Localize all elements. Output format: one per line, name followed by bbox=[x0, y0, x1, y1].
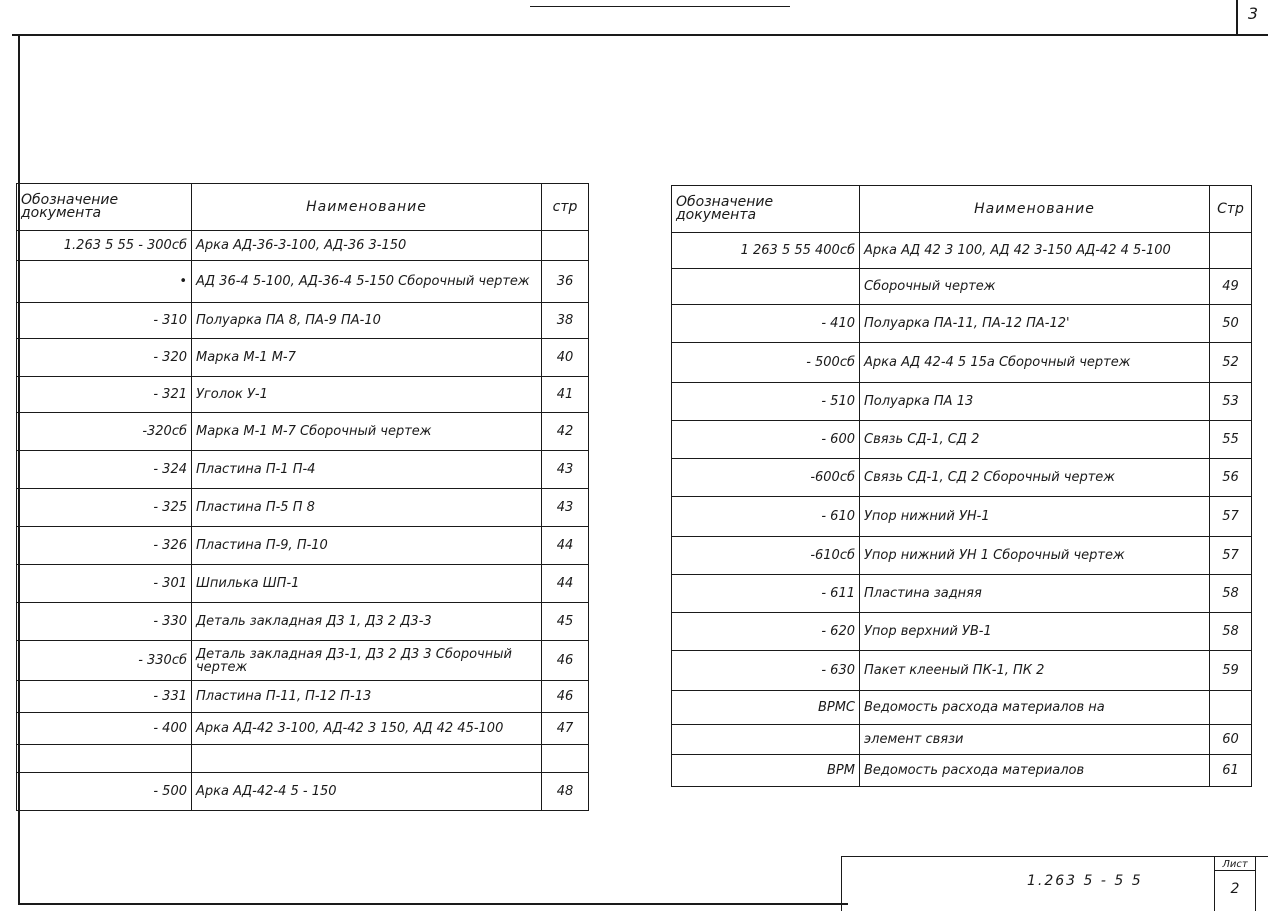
page-number: 3 bbox=[1247, 4, 1258, 23]
page-header: стр bbox=[542, 184, 589, 231]
table-row bbox=[17, 413, 589, 451]
page-cell: 58 bbox=[1210, 613, 1252, 651]
designation-cell: - 500 bbox=[17, 773, 192, 811]
designation-cell bbox=[672, 269, 860, 305]
page-cell: 57 bbox=[1210, 537, 1252, 575]
table-row bbox=[672, 691, 1252, 725]
name-cell: Упор нижний УН-1 bbox=[860, 497, 1210, 537]
table-row bbox=[17, 603, 589, 641]
designation-cell: - 324 bbox=[17, 451, 192, 489]
designation-cell: - 510 bbox=[672, 383, 860, 421]
name-cell: Шпилька ШП-1 bbox=[192, 565, 542, 603]
table-row bbox=[17, 377, 589, 413]
table-row bbox=[17, 489, 589, 527]
name-cell: Арка АД 42-4 5 15а Сборочный чертеж bbox=[860, 343, 1210, 383]
designation-cell: -610сб bbox=[672, 537, 860, 575]
page-cell: 44 bbox=[542, 527, 589, 565]
designation-cell: - 330 bbox=[17, 603, 192, 641]
table-row bbox=[17, 745, 589, 773]
page-cell: 38 bbox=[542, 303, 589, 339]
left-contents-table bbox=[16, 183, 589, 811]
name-cell: Марка М-1 М-7 Сборочный чертеж bbox=[192, 413, 542, 451]
table-row bbox=[672, 233, 1252, 269]
page-cell: 47 bbox=[542, 713, 589, 745]
name-cell: Полуарка ПА-11, ПА-12 ПА-12' bbox=[860, 305, 1210, 343]
name-cell: Арка АД-42 3-100, АД-42 3 150, АД 42 45-100 bbox=[192, 713, 542, 745]
table-row bbox=[17, 261, 589, 303]
page-cell: 49 bbox=[1210, 269, 1252, 305]
name-cell: Связь СД-1, СД 2 Сборочный чертеж bbox=[860, 459, 1210, 497]
page-cell: 59 bbox=[1210, 651, 1252, 691]
name-cell: Арка АД-42-4 5 - 150 bbox=[192, 773, 542, 811]
name-cell: Деталь закладная Д3-1, Д3 2 Д3 3 Сборочный чертеж bbox=[192, 641, 542, 681]
name-cell: Пластина П-5 П 8 bbox=[192, 489, 542, 527]
page-cell: 46 bbox=[542, 641, 589, 681]
name-cell: Пластина П-9, П-10 bbox=[192, 527, 542, 565]
page-cell bbox=[1210, 233, 1252, 269]
table-row bbox=[672, 305, 1252, 343]
page-cell: 44 bbox=[542, 565, 589, 603]
page-cell: 55 bbox=[1210, 421, 1252, 459]
designation-cell: - 600 bbox=[672, 421, 860, 459]
table-row bbox=[672, 755, 1252, 787]
frame-right-line bbox=[1236, 0, 1238, 36]
designation-cell: ВРМ bbox=[672, 755, 860, 787]
designation-cell: - 330сб bbox=[17, 641, 192, 681]
right-contents-table bbox=[671, 185, 1252, 787]
designation-cell: - 331 bbox=[17, 681, 192, 713]
designation-cell: - 326 bbox=[17, 527, 192, 565]
designation-cell: - 325 bbox=[17, 489, 192, 527]
name-cell: элемент связи bbox=[860, 725, 1210, 755]
table-row bbox=[17, 773, 589, 811]
name-cell: Полуарка ПА 8, ПА-9 ПА-10 bbox=[192, 303, 542, 339]
designation-header: Обозначение документа bbox=[17, 184, 192, 231]
sheet-number: 2 bbox=[1230, 881, 1240, 897]
designation-cell: -320сб bbox=[17, 413, 192, 451]
table-row bbox=[17, 681, 589, 713]
designation-cell: -600сб bbox=[672, 459, 860, 497]
table-row bbox=[17, 713, 589, 745]
designation-cell: - 400 bbox=[17, 713, 192, 745]
right-table-header bbox=[672, 186, 1252, 233]
name-cell: Арка АД 42 3 100, АД 42 3-150 АД-42 4 5-100 bbox=[860, 233, 1210, 269]
page-cell bbox=[542, 231, 589, 261]
table-row bbox=[672, 651, 1252, 691]
name-cell: Сборочный чертеж bbox=[860, 269, 1210, 305]
designation-cell: - 500сб bbox=[672, 343, 860, 383]
page-cell: 45 bbox=[542, 603, 589, 641]
page-cell: 56 bbox=[1210, 459, 1252, 497]
name-header: Наименование bbox=[860, 186, 1210, 233]
page-cell: 50 bbox=[1210, 305, 1252, 343]
table-row bbox=[672, 575, 1252, 613]
name-cell: Пакет клееный ПК-1, ПК 2 bbox=[860, 651, 1210, 691]
table-row bbox=[17, 303, 589, 339]
frame-top-stroke bbox=[530, 6, 790, 7]
table-row bbox=[672, 269, 1252, 305]
page-cell: 60 bbox=[1210, 725, 1252, 755]
page-cell: 61 bbox=[1210, 755, 1252, 787]
page-cell: 58 bbox=[1210, 575, 1252, 613]
document-code: 1.263 5 - 5 5 bbox=[1027, 873, 1143, 889]
page-cell bbox=[542, 745, 589, 773]
name-cell: Ведомость расхода материалов на bbox=[860, 691, 1210, 725]
name-cell: Полуарка ПА 13 bbox=[860, 383, 1210, 421]
designation-cell: - 320 bbox=[17, 339, 192, 377]
name-cell: Ведомость расхода материалов bbox=[860, 755, 1210, 787]
name-cell: Уголок У-1 bbox=[192, 377, 542, 413]
table-row bbox=[672, 343, 1252, 383]
sheet-box bbox=[1214, 857, 1256, 911]
name-cell: Упор верхний УВ-1 bbox=[860, 613, 1210, 651]
name-cell bbox=[192, 745, 542, 773]
name-cell: Упор нижний УН 1 Сборочный чертеж bbox=[860, 537, 1210, 575]
designation-cell: 1.263 5 55 - 300сб bbox=[17, 231, 192, 261]
page-cell bbox=[1210, 691, 1252, 725]
name-cell: Арка АД-36-3-100, АД-36 3-150 bbox=[192, 231, 542, 261]
designation-cell: ВРМС bbox=[672, 691, 860, 725]
table-row bbox=[672, 459, 1252, 497]
name-cell: АД 36-4 5-100, АД-36-4 5-150 Сборочный чертеж bbox=[192, 261, 542, 303]
name-header: Наименование bbox=[192, 184, 542, 231]
table-row bbox=[672, 421, 1252, 459]
title-block bbox=[841, 856, 1268, 911]
name-cell: Пластина П-1 П-4 bbox=[192, 451, 542, 489]
page-cell: 43 bbox=[542, 489, 589, 527]
sheet-label: Лист bbox=[1215, 859, 1255, 871]
designation-cell bbox=[672, 725, 860, 755]
left-table-header bbox=[17, 184, 589, 231]
table-row bbox=[17, 641, 589, 681]
page-cell: 48 bbox=[542, 773, 589, 811]
frame-bottom-line bbox=[18, 903, 848, 905]
page-cell: 36 bbox=[542, 261, 589, 303]
designation-cell: - 610 bbox=[672, 497, 860, 537]
page-cell: 52 bbox=[1210, 343, 1252, 383]
table-row bbox=[672, 383, 1252, 421]
name-cell: Деталь закладная Д3 1, Д3 2 Д3-3 bbox=[192, 603, 542, 641]
designation-cell: - 301 bbox=[17, 565, 192, 603]
page-cell: 42 bbox=[542, 413, 589, 451]
page-cell: 46 bbox=[542, 681, 589, 713]
page-cell: 40 bbox=[542, 339, 589, 377]
designation-cell: - 611 bbox=[672, 575, 860, 613]
table-row bbox=[17, 339, 589, 377]
page-header: Стр bbox=[1210, 186, 1252, 233]
name-cell: Связь СД-1, СД 2 bbox=[860, 421, 1210, 459]
name-cell: Пластина П-11, П-12 П-13 bbox=[192, 681, 542, 713]
designation-cell: - 620 bbox=[672, 613, 860, 651]
designation-cell: • bbox=[17, 261, 192, 303]
table-row bbox=[17, 565, 589, 603]
table-row bbox=[17, 231, 589, 261]
designation-cell: - 310 bbox=[17, 303, 192, 339]
table-row bbox=[672, 537, 1252, 575]
designation-cell bbox=[17, 745, 192, 773]
designation-header: Обозначение документа bbox=[672, 186, 860, 233]
table-row bbox=[672, 725, 1252, 755]
page-cell: 43 bbox=[542, 451, 589, 489]
name-cell: Пластина задняя bbox=[860, 575, 1210, 613]
page-cell: 41 bbox=[542, 377, 589, 413]
designation-cell: 1 263 5 55 400сб bbox=[672, 233, 860, 269]
designation-cell: - 410 bbox=[672, 305, 860, 343]
name-cell: Марка М-1 М-7 bbox=[192, 339, 542, 377]
page-cell: 53 bbox=[1210, 383, 1252, 421]
table-row bbox=[672, 613, 1252, 651]
table-row bbox=[17, 451, 589, 489]
table-row bbox=[672, 497, 1252, 537]
designation-cell: - 630 bbox=[672, 651, 860, 691]
page-cell: 57 bbox=[1210, 497, 1252, 537]
frame-top-line bbox=[12, 34, 1268, 36]
designation-cell: - 321 bbox=[17, 377, 192, 413]
table-row bbox=[17, 527, 589, 565]
